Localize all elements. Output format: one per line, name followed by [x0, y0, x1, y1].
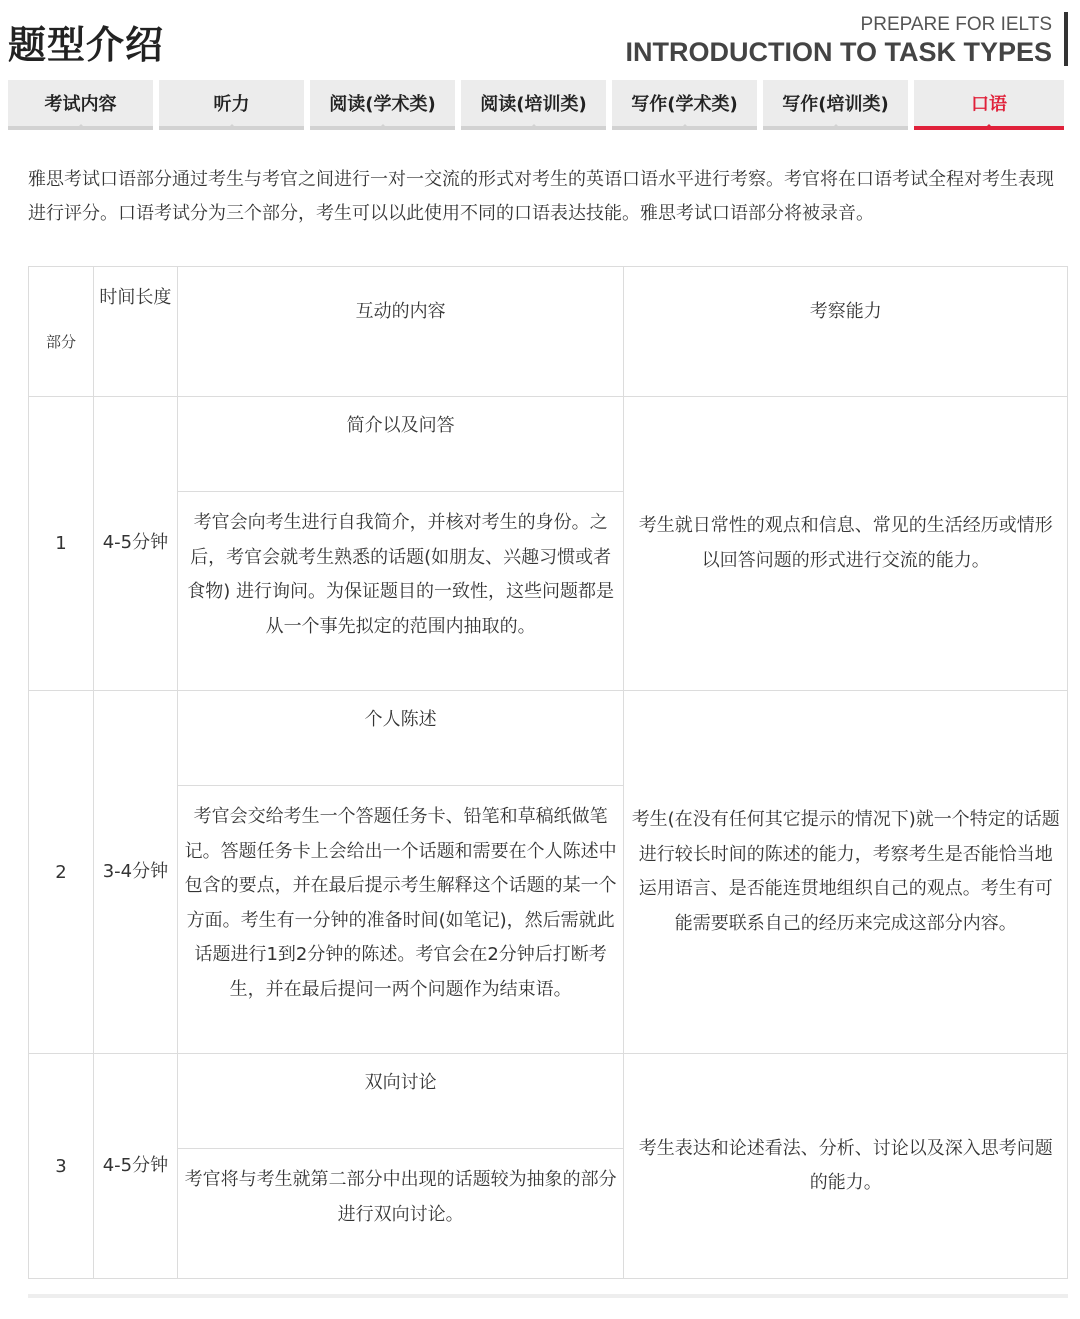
part-number: 2: [29, 691, 94, 1054]
page-header: [0, 0, 1080, 78]
ability-description: [624, 1054, 1068, 1279]
tab-reading-academic[interactable]: 阅读(学术类): [310, 80, 455, 130]
description-text: 考官将与考生就第二部分中出现的话题较为抽象的部分进行双向讨论。: [184, 1169, 617, 1225]
ability-text: 考生就日常性的观点和信息、常见的生活经历或情形以回答问题的形式进行交流的能力。: [638, 515, 1053, 571]
table-row: [29, 397, 1068, 492]
brand-block: [625, 14, 1052, 68]
header-part: 部分: [29, 267, 94, 397]
section-title: 个人陈述: [177, 691, 624, 786]
part-number: 1: [29, 397, 94, 691]
speaking-task-table: [28, 266, 1068, 1279]
tab-speaking[interactable]: 口语: [914, 80, 1064, 130]
section-title: 简介以及问答: [177, 397, 624, 492]
tab-bar: [8, 80, 1066, 130]
page-title: 题型介绍: [8, 23, 165, 67]
ability-text: 考生(在没有任何其它提示的情况下)就一个特定的话题进行较长时间的陈述的能力，考察考生是否能恰当地运用语言、是否能连贯地组织自己的观点。考生有可能需要联系自己的经历来完成这部分内容。: [631, 809, 1060, 934]
bottom-divider: [28, 1294, 1068, 1298]
tab-reading-general[interactable]: 阅读(培训类): [461, 80, 606, 130]
section-description: [177, 492, 624, 691]
tab-listening[interactable]: 听力: [159, 80, 304, 130]
ability-description: [624, 397, 1068, 691]
ability-description: [624, 691, 1068, 1054]
tab-writing-academic[interactable]: 写作(学术类): [612, 80, 757, 130]
description-text: 考官会向考生进行自我简介，并核对考生的身份。之后，考官会就考生熟悉的话题(如朋友、兴趣习惯或者食物) 进行询问。为保证题目的一致性，这些问题都是从一个事先拟定的范围内抽取的。: [187, 512, 615, 637]
table-row: [29, 1054, 1068, 1149]
time-length: 4-5分钟: [93, 397, 177, 691]
section-description: [177, 786, 624, 1054]
brand-subtitle: PREPARE FOR IELTS: [860, 14, 1052, 35]
section-description: [177, 1149, 624, 1279]
table-row: [29, 691, 1068, 786]
brand-divider: [1064, 12, 1068, 66]
header-time: 时间长度: [93, 267, 177, 397]
tab-exam-content[interactable]: 考试内容: [8, 80, 153, 130]
tab-writing-general[interactable]: 写作(培训类): [763, 80, 908, 130]
description-text: 考官会交给考生一个答题任务卡、铅笔和草稿纸做笔记。答题任务卡上会给出一个话题和需要在个人陈述中包含的要点，并在最后提示考生解释这个话题的某一个方面。考生有一分钟的准备时间(如笔记)，然后需就此话题进行1到2分钟的陈述。考官会在2分钟后打断考生，并在最后提问一两个问题作为结束语。: [184, 806, 617, 1000]
intro-paragraph: 雅思考试口语部分通过考生与考官之间进行一对一交流的形式对考生的英语口语水平进行考察。考官将在口语考试全程对考生表现进行评分。口语考试分为三个部分，考生可以以此使用不同的口语表达技能。雅思考试口语部分将被录音。: [28, 169, 1054, 224]
header-content: 互动的内容: [177, 267, 624, 397]
header-ability: 考察能力: [624, 267, 1068, 397]
brand-main-title: INTRODUCTION TO TASK TYPES: [625, 37, 1052, 67]
table-header-row: [29, 267, 1068, 397]
time-length: 4-5分钟: [93, 1054, 177, 1279]
time-length: 3-4分钟: [93, 691, 177, 1054]
part-number: 3: [29, 1054, 94, 1279]
ability-text: 考生表达和论述看法、分析、讨论以及深入思考问题的能力。: [638, 1137, 1053, 1193]
section-title: 双向讨论: [177, 1054, 624, 1149]
